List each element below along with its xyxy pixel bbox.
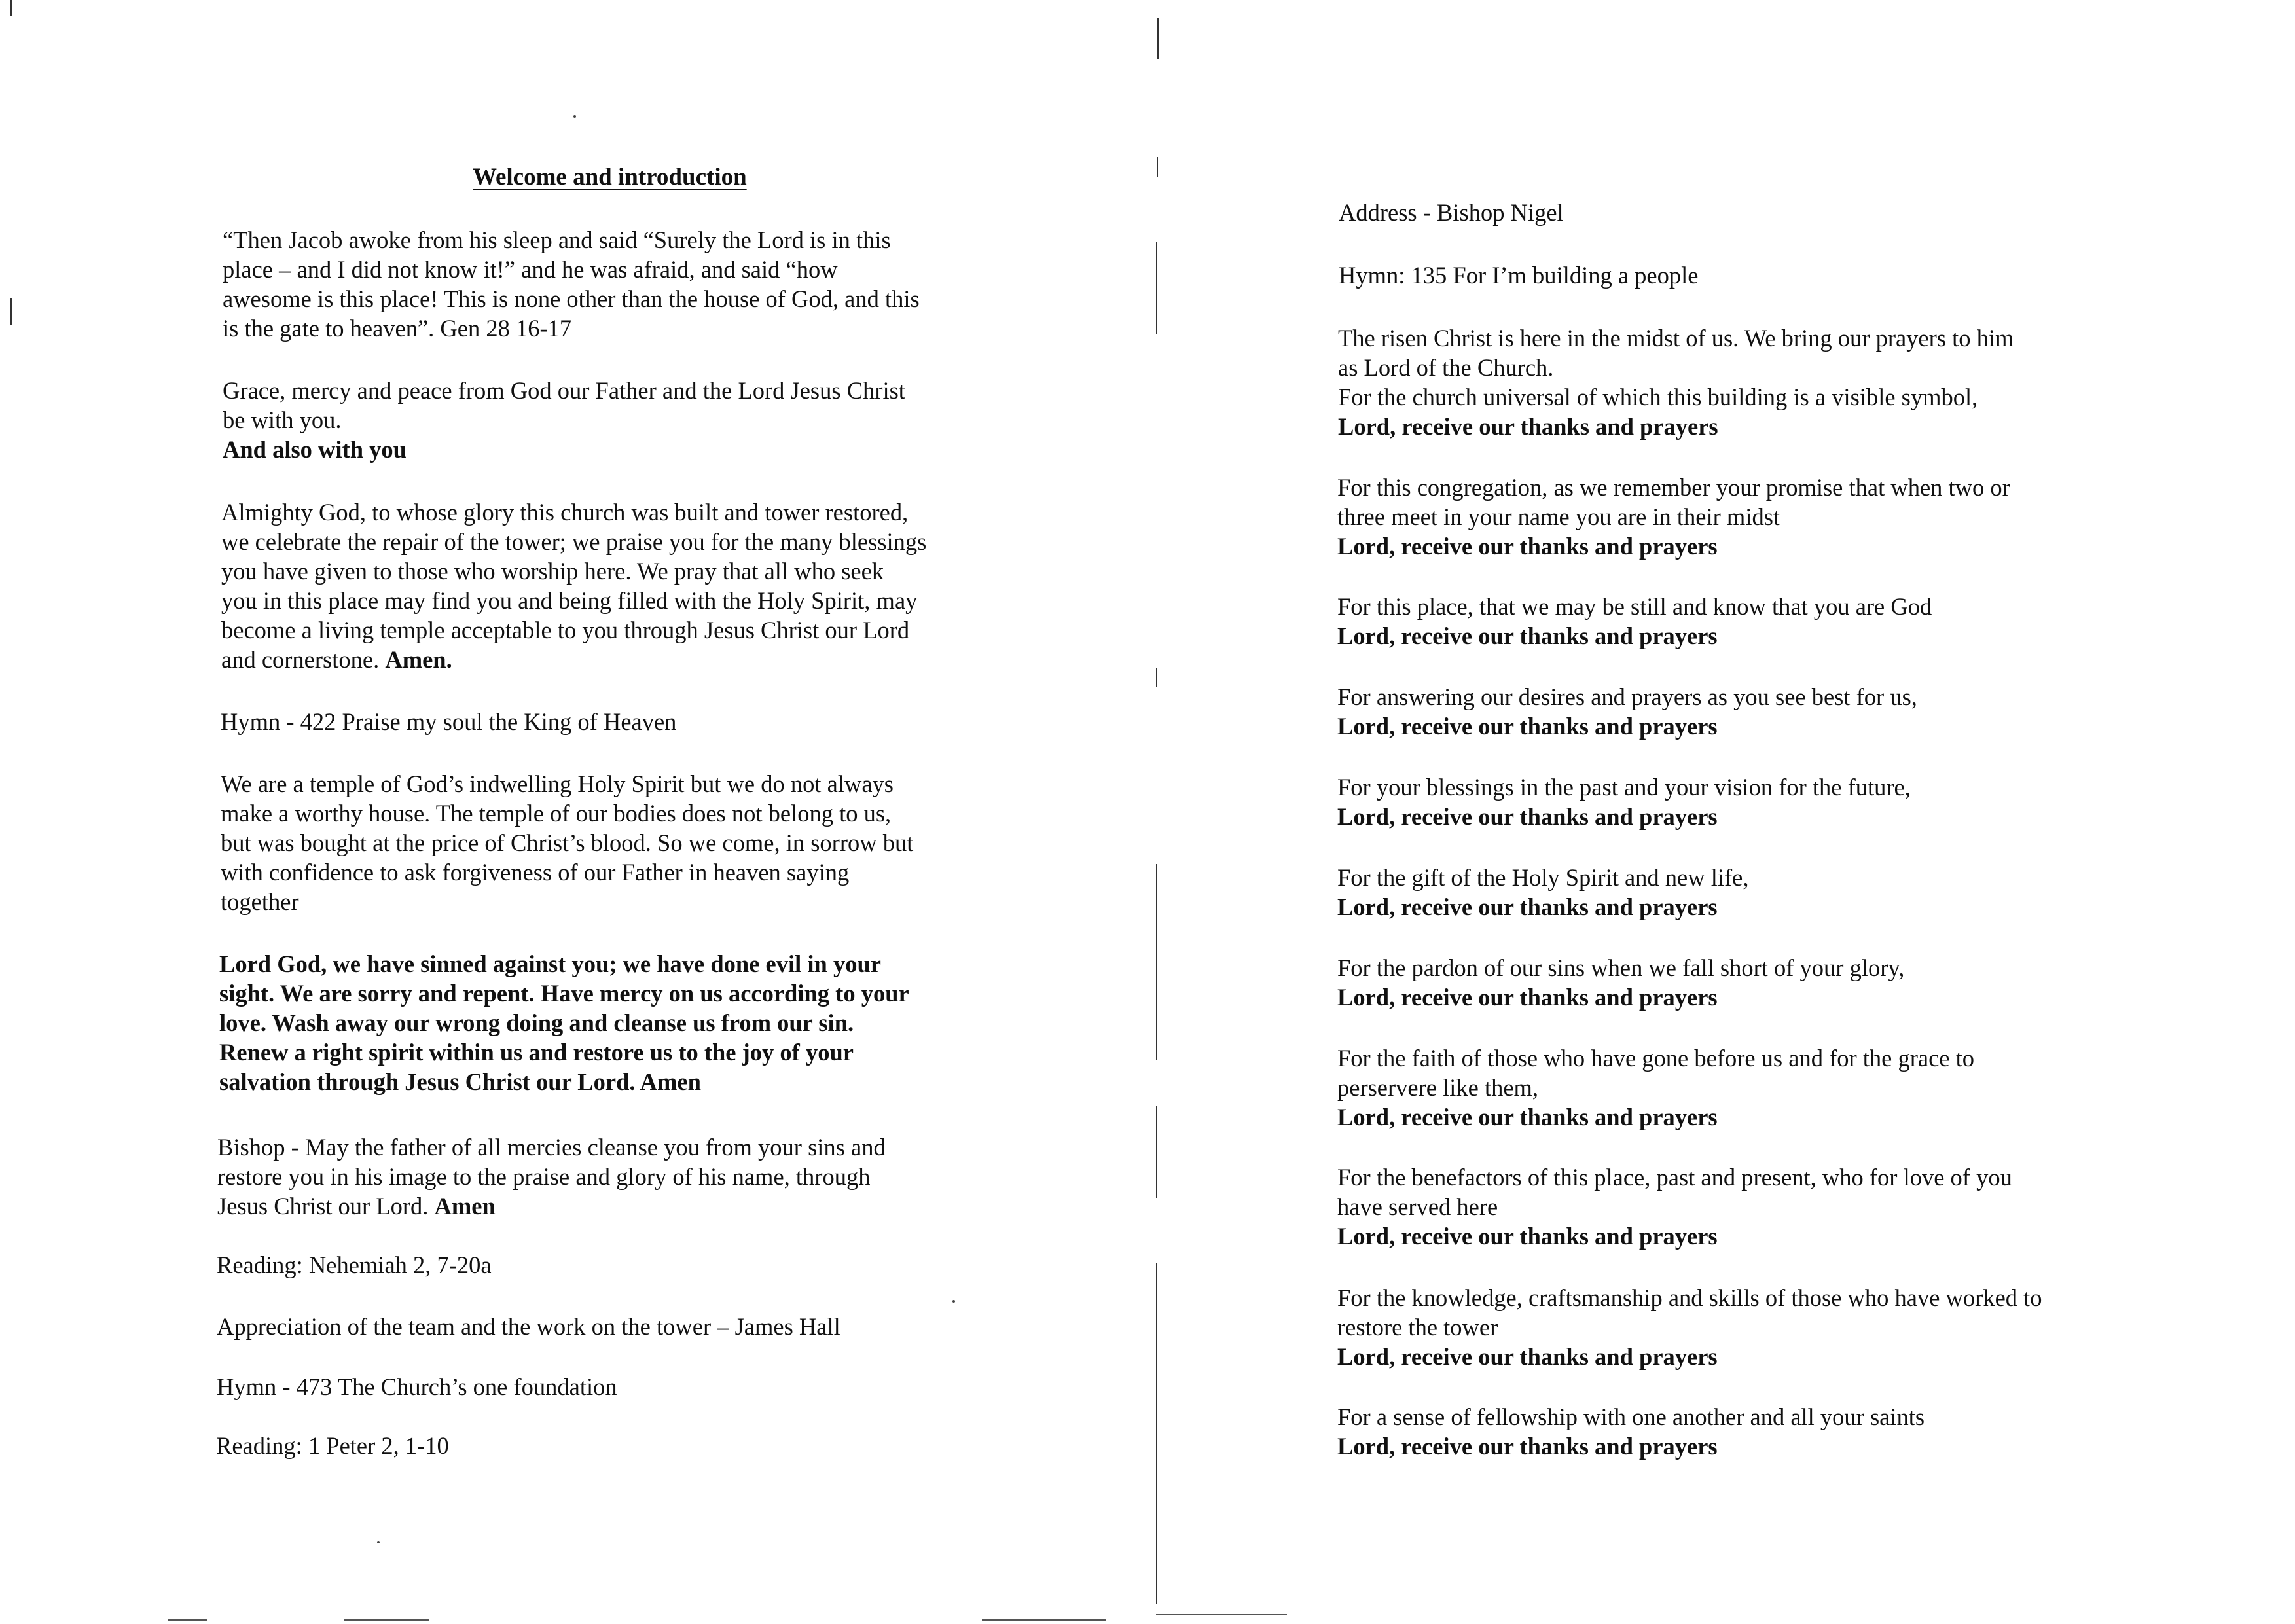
scan-mark [168, 1619, 207, 1621]
absolution [217, 1132, 886, 1221]
confession-intro: We are a temple of God’s indwelling Holy Spirit but we do not always make a worthy house. The temple of our bodies does not belong to us, but was bought at the price of Christ’s blood. So we come, in sorrow but with confidence to ask forgiveness of our Father in heaven saying together [221, 770, 914, 915]
scan-speck [573, 115, 576, 118]
petition-text: For the knowledge, craftsmanship and skills of those who have worked to restore the tower [1337, 1284, 2042, 1341]
petition-response: Lord, receive our thanks and prayers [1337, 803, 1718, 830]
petition-text: For the gift of the Holy Spirit and new life, [1337, 864, 1749, 891]
petition-3 [1337, 592, 1932, 651]
right-page [1148, 0, 2295, 1624]
petition-response: Lord, receive our thanks and prayers [1337, 623, 1718, 649]
petition-response: Lord, receive our thanks and prayers [1337, 1104, 1718, 1130]
page-title: Welcome and introduction [473, 164, 747, 190]
absolution-amen: Amen [434, 1193, 496, 1219]
scan-mark [344, 1619, 429, 1621]
petition-response: Lord, receive our thanks and prayers [1337, 1223, 1718, 1250]
collect-prayer [221, 497, 926, 674]
reading-nehemiah: Reading: Nehemiah 2, 7-20a [217, 1252, 492, 1278]
petition-11 [1337, 1402, 1925, 1461]
petition-text: For this place, that we may be still and know that you are God [1337, 593, 1932, 620]
petition-response: Lord, receive our thanks and prayers [1337, 893, 1718, 920]
appreciation: Appreciation of the team and the work on the tower – James Hall [217, 1313, 840, 1340]
hymn-135: Hymn: 135 For I’m building a people [1339, 262, 1699, 289]
collect-amen: Amen. [385, 646, 452, 673]
petition-text: For this congregation, as we remember your promise that when two or three meet in your name you are in their midst [1337, 474, 2010, 530]
petition-response: Lord, receive our thanks and prayers [1337, 1433, 1718, 1460]
opening-sentence: “Then Jacob awoke from his sleep and said “Surely the Lord is in this place – and I did not know it!” and he was afraid, and said “how awesome is this place! This is none other than the house of God, and this is the gate to heaven”. Gen 28 16-17 [223, 226, 920, 342]
petition-7 [1337, 953, 1904, 1012]
petition-response: Lord, receive our thanks and prayers [1337, 713, 1718, 740]
petition-text: For the church universal of which this building is a visible symbol, [1338, 384, 1978, 410]
absolution-text: Bishop - May the father of all mercies cleanse you from your sins and restore you in his image to the praise and glory of his name, through Jesus Christ our Lord. [217, 1134, 886, 1219]
intercession-intro: The risen Christ is here in the midst of us. We bring our prayers to him as Lord of the Church. [1338, 325, 2014, 381]
confession: Lord God, we have sinned against you; we have done evil in your sight. We are sorry and repent. Have mercy on us according to your love. Wash away our wrong doing and cleanse us from our sin. Renew a right spirit within us and restore us to the joy of your salvation through Jesus Christ our Lord. Amen [219, 950, 909, 1095]
petition-text: For your blessings in the past and your vision for the future, [1337, 774, 1911, 801]
scan-speck [952, 1300, 955, 1303]
collect-text: Almighty God, to whose glory this church was built and tower restored, we celebrate the repair of the tower; we praise you for the many blessings you have given to those who worship here. We pray that all who seek you in this place may find you and being filled with the Holy Spirit, may become a living temple acceptable to you through Jesus Christ our Lord and cornerstone. [221, 499, 927, 673]
address: Address - Bishop Nigel [1339, 199, 1564, 226]
petition-10 [1337, 1283, 2042, 1371]
petition-text: For answering our desires and prayers as you see best for us, [1337, 683, 1917, 710]
petition-5 [1337, 772, 1911, 831]
petition-response: Lord, receive our thanks and prayers [1337, 984, 1718, 1011]
petition-9 [1337, 1163, 2012, 1251]
petition-1 [1338, 382, 1978, 441]
scan-mark [10, 0, 12, 16]
petition-text: For a sense of fellowship with one another and all your saints [1337, 1403, 1925, 1430]
petition-4 [1337, 682, 1917, 741]
reading-peter: Reading: 1 Peter 2, 1-10 [216, 1432, 449, 1459]
scan-mark [10, 298, 12, 325]
petition-response: Lord, receive our thanks and prayers [1337, 1343, 1718, 1370]
petition-text: For the benefactors of this place, past and present, who for love of you have served here [1337, 1164, 2012, 1220]
greeting-response: And also with you [223, 436, 407, 463]
scan-mark [982, 1619, 1106, 1621]
petition-6 [1337, 863, 1749, 922]
petition-response: Lord, receive our thanks and prayers [1337, 533, 1718, 560]
petition-text: For the faith of those who have gone before us and for the grace to perservere like them, [1337, 1045, 1975, 1101]
hymn-473: Hymn - 473 The Church’s one foundation [217, 1373, 617, 1400]
petition-response: Lord, receive our thanks and prayers [1338, 413, 1718, 440]
petition-2 [1337, 473, 2010, 561]
petition-8 [1337, 1043, 1974, 1132]
scan-speck [377, 1541, 380, 1543]
greeting: Grace, mercy and peace from God our Father and the Lord Jesus Christ be with you. [223, 377, 905, 433]
hymn-422: Hymn - 422 Praise my soul the King of Heaven [221, 708, 677, 735]
petition-text: For the pardon of our sins when we fall short of your glory, [1337, 954, 1905, 981]
